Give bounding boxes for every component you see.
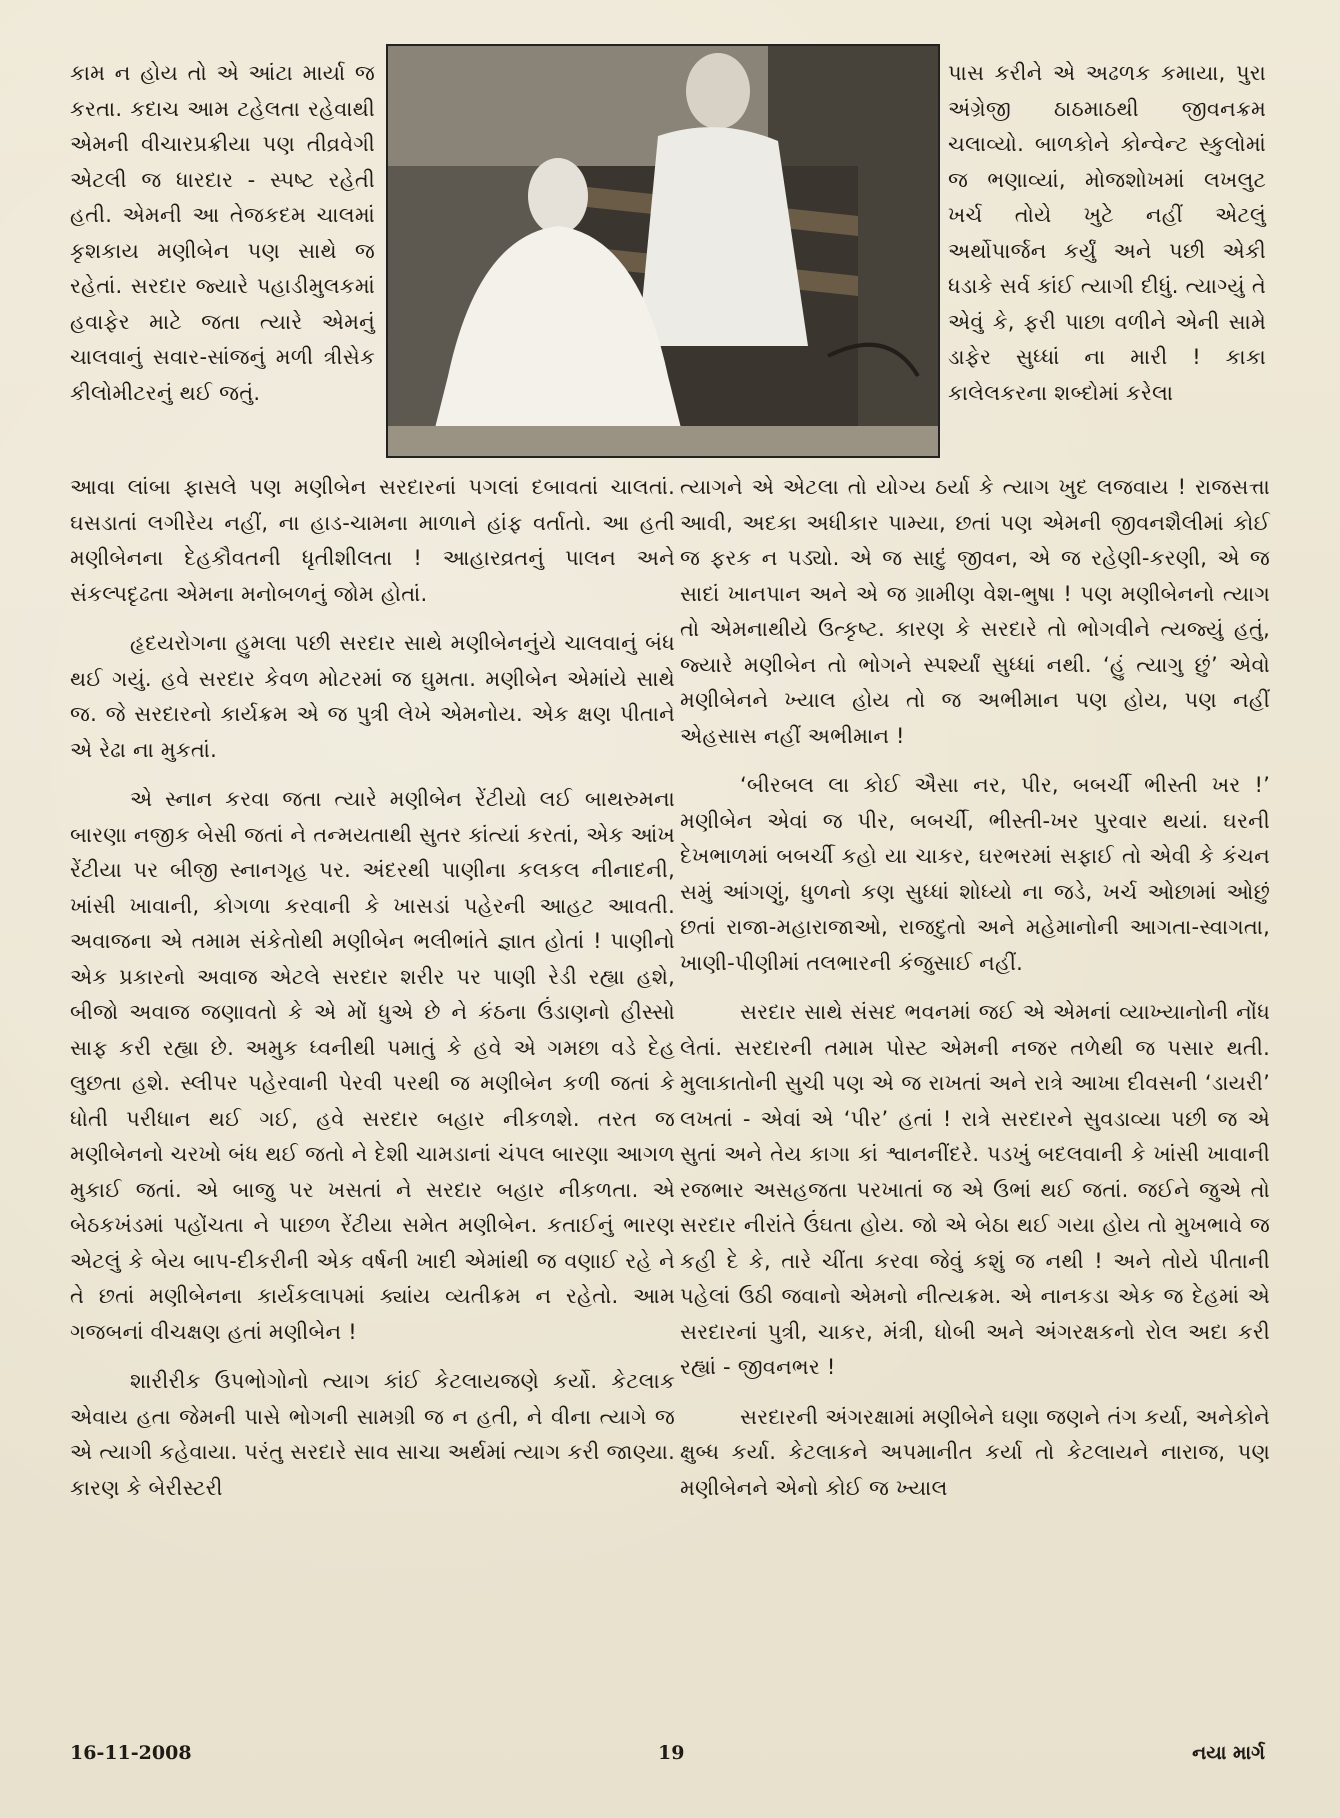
text-column-left (70, 470, 675, 1506)
text-column-top-left (70, 56, 375, 411)
photograph (386, 44, 940, 458)
paragraph: ત્યાગને એ એટલા તો યોગ્ય ઠર્યા કે ત્યાગ ખુદ લજવાય ! રાજસત્તા આવી, અદકા અધીકાર પામ્યા, છતાં પણ એમની જીવનશૈલીમાં કોઈ જ ફરક ન પડ્યો. એ જ સાદું જીવન, એ જ રહેણી-કરણી, એ જ સાદાં ખાનપાન અને એ જ ગ્રામીણ વેશ-ભુષા ! પણ મણીબેનનો ત્યાગ તો એમનાથીયે ઉત્કૃષ્ટ. કારણ કે સરદારે તો ભોગવીને ત્યજ્યું હતું, જ્યારે મણીબેન તો ભોગને સ્પર્શ્યાં સુધ્ધાં નથી. ‘હું ત્યાગુ છું’ એવો મણીબેનને ખ્યાલ હોય તો જ અભીમાન પણ હોય, પણ નહીં એહસાસ નહીં અભીમાન ! (680, 475, 1270, 748)
issue-date: 16-11-2008 (70, 1742, 192, 1764)
paragraph: કામ ન હોય તો એ આંટા માર્યા જ કરતા. કદાચ આમ ટહેલતા રહેવાથી એમની વીચારપ્રક્રીયા પણ તીવ્રવેગી એટલી જ ધારદાર - સ્પષ્ટ રહેતી હતી. એમની આ તેજકદમ ચાલમાં કૃશકાય મણીબેન પણ સાથે જ રહેતાં. સરદાર જ્યારે પહાડીમુલકમાં હવાફેર માટે જતા ત્યારે એમનું ચાલવાનું સવાર-સાંજનું મળી ત્રીસેક કીલોમીટરનું થઈ જતું. (70, 61, 375, 405)
paragraph: પાસ કરીને એ અઢળક કમાયા, પુરા અંગ્રેજી ઠાઠમાઠથી જીવનક્રમ ચલાવ્યો. બાળકોને કોન્વેન્ટ સ્કુલોમાં જ ભણાવ્યાં, મોજશોખમાં લખલુટ ખર્ચ તોયે ખુટે નહીં એટલું અર્થોપાર્જન કર્યું અને પછી એકી ધડાકે સર્વ કાંઈ ત્યાગી દીધું. ત્યાગ્યું તે એવું કે, ફરી પાછા વળીને એની સામે ડાફેર સુધ્ધાં ના મારી ! કાકા કાલેલકરના શબ્દોમાં કરેલા (948, 61, 1266, 405)
paragraph: સરદારની અંગરક્ષામાં મણીબેને ઘણા જણને તંગ કર્યા, અનેકોને ક્ષુબ્ધ કર્યા. કેટલાકને અપમાનીત કર્યા તો કેટલાયને નારાજ, પણ મણીબેનને એનો કોઈ જ ખ્યાલ (680, 1404, 1270, 1500)
text-column-right (680, 470, 1270, 1506)
paragraph: એ સ્નાન કરવા જતા ત્યારે મણીબેન રેંટીયો લઈ બાથરુમના બારણા નજીક બેસી જતાં ને તન્મયતાથી સુતર કાંત્યાં કરતાં, એક આંખ રેંટીયા પર બીજી સ્નાનગૃહ પર. અંદરથી પાણીના કલકલ નીનાદની, ખાંસી ખાવાની, કોગળા કરવાની કે ખાસડાં પહેરની આહટ આવતી. અવાજના એ તમામ સંકેતોથી મણીબેન ભલીભાંતે જ્ઞાત હોતાં ! પાણીનો એક પ્રકારનો અવાજ એટલે સરદાર શરીર પર પાણી રેડી રહ્યા હશે, બીજો અવાજ જણાવતો કે એ મોં ધુએ છે ને કંઠના ઉંડાણનો હીસ્સો સાફ કરી રહ્યા છે. અમુક ધ્વનીથી પમાતું કે હવે એ ગમછા વડે દેહ લુછતા હશે. સ્લીપર પહેરવાની પેરવી પરથી જ મણીબેન કળી જતાં કે ધોતી પરીધાન થઈ ગઈ, હવે સરદાર બહાર નીકળશે. તરત જ મણીબેનનો ચરખો બંધ થઈ જતો ને દેશી ચામડાનાં ચંપલ બારણા આગળ મુકાઈ જતાં. એ બાજુ પર ખસતાં ને સરદાર બહાર નીકળતા. એ બેઠકખંડમાં પહોંચતા ને પાછળ રેંટીયા સમેત મણીબેન. કતાઈનું ભારણ એટલું કે બેય બાપ-દીકરીની એક વર્ષની ખાદી એમાંથી જ વણાઈ રહે ને તે છતાં મણીબેનના કાર્યકલાપમાં ક્યાંય વ્યતીક્રમ ન રહેતો. આમ ગજબનાં વીચક્ષણ હતાં મણીબેન ! (70, 787, 675, 1344)
magazine-name: નયા માર્ગ (1192, 1742, 1265, 1764)
text-column-top-right (948, 56, 1266, 411)
paragraph: શારીરીક ઉપભોગોનો ત્યાગ કાંઈ કેટલાયજણે કર્યો. કેટલાક એવાય હતા જેમની પાસે ભોગની સામગ્રી જ ન હતી, ને વીના ત્યાગે જ એ ત્યાગી કહેવાયા. પરંતુ સરદારે સાવ સાચા અર્થમાં ત્યાગ કરી જાણ્યા. કારણ કે બેરીસ્ટરી (70, 1369, 675, 1500)
page-number: 19 (658, 1742, 685, 1764)
page-footer (70, 1742, 1265, 1772)
paragraph: ‘બીરબલ લા કોઈ ઐસા નર, પીર, બબર્ચી ભીસ્તી ખર !’ મણીબેન એવાં જ પીર, બબર્ચી, ભીસ્તી-ખર પુરવાર થયાં. ઘરની દેખભાળમાં બબર્ચી કહો યા ચાકર, ઘરભરમાં સફાઈ તો એવી કે કંચન સમું આંગણું, ધુળનો કણ સુધ્ધાં શોધ્યો ના જડે, ખર્ચ ઓછામાં ઓછું છતાં રાજા-મહારાજાઓ, રાજદુતો અને મહેમાનોની આગતા-સ્વાગતા, ખાણી-પીણીમાં તલભારની કંજુસાઈ નહીં. (680, 773, 1270, 975)
paragraph: સરદાર સાથે સંસદ ભવનમાં જઈ એ એમનાં વ્યાખ્યાનોની નોંધ લેતાં. સરદારની તમામ પોસ્ટ એમની નજર તળેથી જ પસાર થતી. મુલાકાતોની સુચી પણ એ જ રાખતાં અને રાત્રે આખા દીવસની ‘ડાયરી’ લખતાં - એવાં એ ‘પીર’ હતાં ! રાત્રે સરદારને સુવડાવ્યા પછી જ એ સુતાં અને તેય કાગા કાં શ્વાનનીંદરે. પડખું બદલવાની કે ખાંસી ખાવાની રજભાર અસહજતા પરખાતાં જ એ ઉભાં થઈ જતાં. જઈને જુએ તો સરદાર નીરાંતે ઉંઘતા હોય. જો એ બેઠા થઈ ગયા હોય તો મુખભાવે જ કહી દે કે, તારે ચીંતા કરવા જેવું કશું જ નથી ! અને તોયે પીતાની પહેલાં ઉઠી જવાનો એમનો નીત્યક્રમ. એ નાનકડા એક જ દેહમાં એ સરદારનાં પુત્રી, ચાકર, મંત્રી, ધોબી અને અંગરક્ષકનો રોલ અદા કરી રહ્યાં - જીવનભર ! (680, 1000, 1270, 1379)
paragraph: આવા લાંબા ફાસલે પણ મણીબેન સરદારનાં પગલાં દબાવતાં ચાલતાં. ઘસડાતાં લગીરેય નહીં, ના હાડ-ચામના માળાને હાંફ વર્તાતો. આ હતી મણીબેનના દેહકૌવતની ધૃતીશીલતા ! આહારવ્રતનું પાલન અને સંકલ્પદૃઢતા એમના મનોબળનું જોમ હોતાં. (70, 475, 675, 606)
paragraph: હૃદયરોગના હુમલા પછી સરદાર સાથે મણીબેનનુંયે ચાલવાનું બંધ થઈ ગયું. હવે સરદાર કેવળ મોટરમાં જ ઘુમતા. મણીબેન એમાંયે સાથે જ. જે સરદારનો કાર્યક્રમ એ જ પુત્રી લેખે એમનોય. એક ક્ષણ પીતાને એ રેઢા ના મુકતાં. (70, 631, 675, 762)
photo-illustration (388, 46, 938, 456)
